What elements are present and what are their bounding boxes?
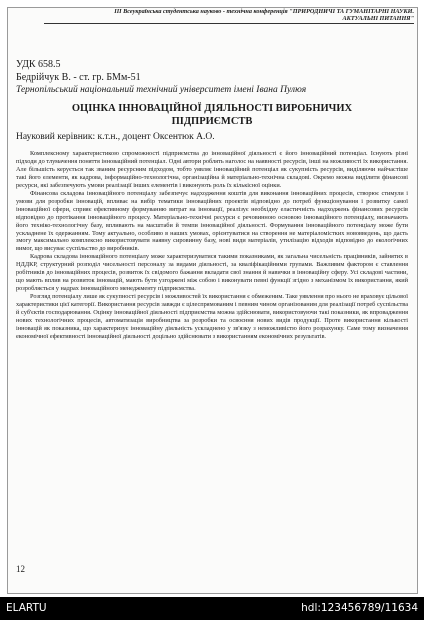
conference-header-line2: АКТУАЛЬНІ ПИТАННЯ" — [342, 15, 414, 22]
repository-name[interactable]: ELARTU — [6, 602, 47, 614]
supervisor-line: Науковий керівник: к.т.н., доцент Оксентюк А.О. — [16, 132, 215, 142]
paragraph: Розгляд потенціалу лише як сукупності ресурсів і можливостей їх використання є обмеженим. Таке уявлення про нього не враховує цільової характеристики цієї категорії. Використання ресурсів завжди є цілеспрямованим і певним чином організованим для реалізації потреб суспільства й суб'єктів господарювання. Оцінку інноваційної діяльності підприємства можна здійснювати, використовуючи такі показники, як впровадження нових технологічних процесів, автоматизація виробництва за розробки та освоєння нових видів продукції. Проте використання кількості інновацій як показника, що характеризує інноваційну діяльність ускладнено у зв'язку з неможливістю його розрахунку. Саме тому визначення економічної ефективності інноваційної діяльності доцільно здійснювати з використанням економічних результатів. — [16, 293, 408, 340]
conference-header — [44, 8, 414, 24]
repository-footer — [0, 597, 424, 620]
author-line: Бедрійчук В. - ст. гр. БМм-51 — [16, 72, 141, 83]
article-title — [16, 102, 408, 128]
paragraph: Фінансова складова інноваційного потенціалу забезпечує надходження коштів для виконання інноваційних процесів, створює стимули і умови для розробки інновацій, впливає на вибір тематики інноваційних проектів відповідно до потреб функціонування і розвитку самої інноваційної сфери, сприяє ефективному формуванню витрат на інновації, реалізує необхідну еластичність надходжень фінансових ресурсів відповідно до протікання інноваційного процесу. Матеріально-технічні ресурси є речовинною основою інноваційного потенціалу, визначають його техніко-технологічну базу, впливають на масштаби й темпи інноваційної діяльності. Формування інноваційного потенціалу може бути ускладнене їх одержанням. Тому актуально, особливо в наших умовах, орієнтуватися на створення не матеріаломістких нововведень, що дасть змогу максимально комплексно використовувати наявну сировинну базу, нові види матеріалів, утилізацію відходів відповідно до екологічних вимог, що висуває суспільство до виробників. — [16, 189, 408, 253]
page-number: 12 — [16, 564, 25, 574]
conference-header-line1: ІІІ Всеукраїнська студентська науково - технічна конференція "ПРИРОДНИЧІ ТА ГУМАНІТАРНІ НАУКИ. — [114, 8, 414, 15]
title-line2: ПІДПРИЄМСТВ — [171, 116, 253, 127]
article-body — [16, 150, 408, 341]
institution-line: Тернопільський національний технічний університет імені Івана Пулюя — [16, 85, 307, 95]
article-meta — [16, 58, 306, 97]
handle-id[interactable]: hdl:123456789/11634 — [301, 602, 418, 614]
paragraph: Кадрова складова інноваційного потенціалу може характеризуватися такими показниками, як загальна чисельність працівників, зайнятих в НДДКР, структурний розподіл чисельності персоналу за видами діяльності, за кваліфікаційними групами. Важливим фактором є ставлення робітників до інноваційних процесів, розвиток їх свідомого бажання вкладати свої знання й навички в інноваційну сферу. Усі складові частини, що мають вплив на розвиток інновацій, мають бути узгоджені між собою і виконувати певні функції згідно з механізмом їх використання, який розробляється у надрах інноваційного менеджменту підприємства. — [16, 253, 408, 293]
title-line1: ОЦІНКА ІННОВАЦІЙНОЇ ДІЯЛЬНОСТІ ВИРОБНИЧИХ — [71, 103, 353, 114]
paragraph: Комплексному характеристикою спроможності підприємства до інноваційної діяльності є його інноваційний потенціал. Існують різні підходи до тлумачення поняття інноваційний потенціал. Одні автори роблять наголос на наявності ресурсів, інші на можливості їх використання. Але більшість керується так званим ресурсним підходом, тобто уявляє інноваційний потенціал як сукупність ресурсів, виділяючи найчастіше такі його елементи, як кадрова, інформаційно-технологічна, організаційна й матеріально-технічна складові. Окремо можна виділити фінансові ресурси, які забезпечують умови реалізації інших елементів і виконують роль їх кількісної оцінки. — [16, 150, 408, 189]
udk-code: УДК 658.5 — [16, 59, 61, 70]
